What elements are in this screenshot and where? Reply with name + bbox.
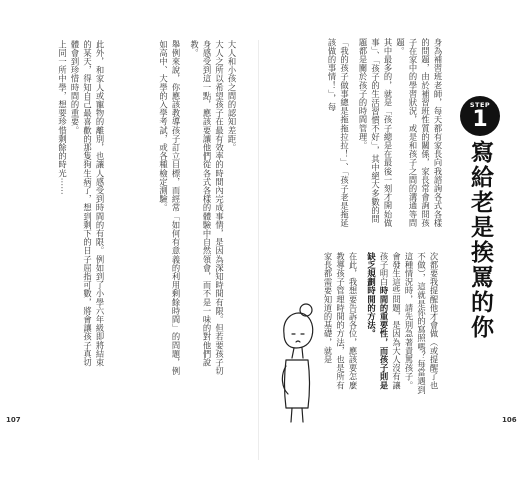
paragraph: 上同一所中學，想要珍惜剩餘的時光⋯⋯ [57,40,68,195]
paragraph: 身為補習班老師，每天都有家長向我諮詢各式各樣的問題，由於補習班性質的關係，家長常會詢問孩子在家中的學習狀況，或是和孩子之間的溝通等問題。 [395,38,443,228]
paragraph: 此外，和家人或寵物的離別，也讓人感受到時間的有限。例如到了小學六年級即將結束的某天，得知自己最喜歡的那隻狗生病了，想到剩下的日子屈指可數，將會讓孩子真切體會到珍惜時間的重要。 [70,40,105,367]
paragraph: 「我的孩子做事總是拖拖拉拉！」、「孩子老是拖延該做的事情！」，每 [327,38,350,228]
emphasis-text: 時間的重要性，而孩子則是缺乏規劃時間的方法。 [366,252,389,390]
paragraph: 大人之所以希望孩子在最有效率的時間內完成事情，是因為深知時間有限。但若要孩子切身感受到這一點，應該要讓他們從各式各樣的體驗中自然領會，而不是一味的對他們說教。 [189,40,225,376]
worried-child-illustration [270,296,318,426]
page-number: 106 [502,416,517,424]
step-number: 1 [472,107,488,132]
chapter-title: 寫給老是挨罵的你 [467,140,493,340]
step-label: STEP [469,101,491,109]
paragraph [365,252,403,397]
left-page-column-2 [10,40,106,370]
paragraph: 大人和小孩之間的認知差距。 [227,40,237,152]
right-page-column-1 [326,38,444,228]
step-badge [460,96,500,136]
right-page [262,0,520,500]
paragraph: 次都要我提醒他才會做（或提醒了也不做），這就是你的寫照嗎？每當遇到這種情況時，請先別急著責罵孩子。 [404,252,439,395]
left-page [0,0,258,500]
paragraph: 舉例來說，你應該教導孩子訂立目標，而經常「如何有意義的利用剩餘時間」的問題，例如高中、大學的入學考試，或各種檢定測驗。 [158,40,181,376]
paragraph: 其中最多的，就是「孩子總是在最後一刻才開始做事」、「孩子的生活習慣不好」，其中絕大多數的問題都是關於孩子的時間管理。 [358,38,393,228]
paragraph: 在此，我想要告訴各位，應該要怎麼教導孩子管理時間的方法，也是所有家長都需要知道的基礎，就是 [323,252,358,390]
page-number: 107 [6,416,21,424]
paragraph-lead: 會發生這些問題，是因為大人沒有讓孩子明白 [379,252,402,390]
page-gutter [258,40,259,460]
right-page-column-2 [323,252,440,397]
left-page-column-1 [112,40,238,380]
